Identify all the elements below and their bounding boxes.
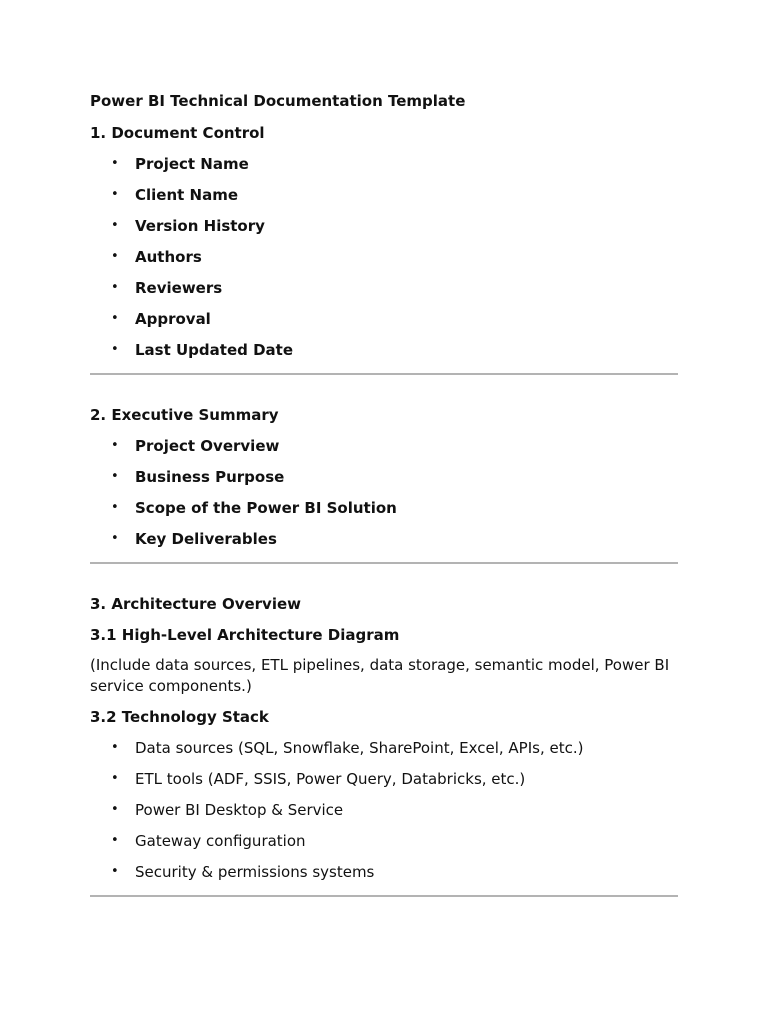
list-item [90,830,678,852]
list-item-text: Client Name [135,186,239,204]
list-item-text: Scope of the Power BI Solution [135,499,397,517]
list-item-text: Last Updated Date [135,341,293,359]
list-item [90,737,678,759]
list-item-text: Security & permissions systems [135,863,375,881]
list-item-text: Version History [135,217,265,235]
list-item-text: ETL tools (ADF, SSIS, Power Query, Databricks, etc.) [135,770,526,788]
subsection-description: (Include data sources, ETL pipelines, data storage, semantic model, Power BI service components.) [90,656,670,695]
list-item [90,277,678,299]
section-heading: 3. Architecture Overview [90,595,302,613]
bullet-list [90,737,678,883]
bullet-list [90,153,678,361]
list-item-text: Data sources (SQL, Snowflake, SharePoint, Excel, APIs, etc.) [135,739,584,757]
section-heading: 1. Document Control [90,124,265,142]
spacer [90,564,678,593]
bullet-icon: • [111,156,119,171]
list-item [90,339,678,361]
list-item [90,184,678,206]
bullet-icon: • [111,864,119,879]
subsection-heading: 3.1 High-Level Architecture Diagram [90,626,400,644]
list-item [90,308,678,330]
list-item [90,215,678,237]
document-title: Power BI Technical Documentation Template [90,92,466,110]
bullet-icon: • [111,771,119,786]
document-body [90,90,678,897]
bullet-icon: • [111,249,119,264]
list-item-text: Business Purpose [135,468,285,486]
list-item [90,768,678,790]
list-item-text: Authors [135,248,202,266]
spacer [90,375,678,404]
bullet-icon: • [111,218,119,233]
bullet-icon: • [111,311,119,326]
section-divider [90,895,678,897]
bullet-icon: • [111,342,119,357]
list-item [90,497,678,519]
bullet-icon: • [111,187,119,202]
list-item [90,861,678,883]
section-heading: 2. Executive Summary [90,406,279,424]
list-item [90,799,678,821]
list-item-text: Project Name [135,155,249,173]
list-item-text: Gateway configuration [135,832,306,850]
bullet-icon: • [111,280,119,295]
list-item-text: Project Overview [135,437,280,455]
list-item [90,246,678,268]
list-item [90,153,678,175]
list-item-text: Approval [135,310,211,328]
bullet-icon: • [111,740,119,755]
list-item-text: Power BI Desktop & Service [135,801,344,819]
bullet-icon: • [111,469,119,484]
list-item [90,528,678,550]
list-item [90,466,678,488]
section-document-control [90,122,678,361]
bullet-list [90,435,678,550]
list-item-text: Reviewers [135,279,223,297]
bullet-icon: • [111,802,119,817]
bullet-icon: • [111,833,119,848]
bullet-icon: • [111,531,119,546]
section-executive-summary [90,404,678,550]
list-item [90,435,678,457]
bullet-icon: • [111,438,119,453]
subsection-heading: 3.2 Technology Stack [90,708,269,726]
bullet-icon: • [111,500,119,515]
section-architecture-overview [90,593,678,883]
list-item-text: Key Deliverables [135,530,277,548]
